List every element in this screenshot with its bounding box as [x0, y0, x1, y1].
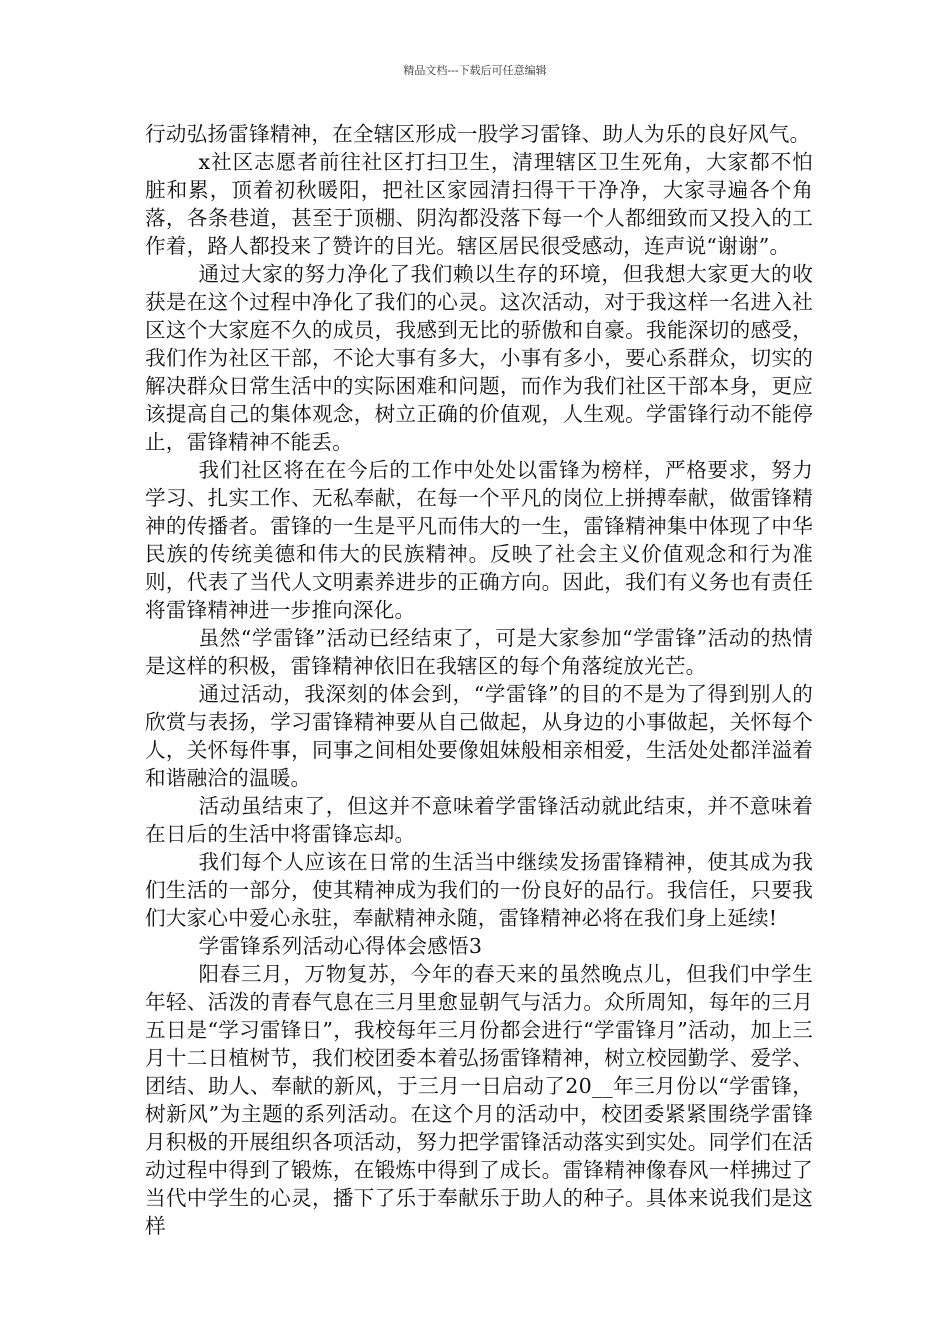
paragraph: 活动虽结束了，但这并不意味着学雷锋活动就此结束，并不意味着在日后的生活中将雷锋忘却。 [145, 794, 813, 846]
paragraph: 我们社区将在在今后的工作中处处以雷锋为榜样，严格要求，努力学习、扎实工作、无私奉献，在每一个平凡的岗位上拼搏奉献，做雷锋精神的传播者。雷锋的一生是平凡而伟大的一生，雷锋精神集中体现了中华民族的传统美德和伟大的民族精神。反映了社会主义价值观念和行为准则，代表了当代人文明素养进步的正确方向。因此，我们有义务也有责任将雷锋精神进一步推向深化。 [145, 458, 813, 622]
paragraph: 我们每个人应该在日常的生活当中继续发扬雷锋精神，使其成为我们生活的一部分，使其精神成为我们的一份良好的品行。我信任，只要我们大家心中爱心永驻，奉献精神永随，雷锋精神必将在我们身上延续! [145, 850, 813, 930]
paragraph: x社区志愿者前往社区打扫卫生，清理辖区卫生死角，大家都不怕脏和累，顶着初秋暖阳，把社区家园清扫得干干净净，大家寻遍各个角落，各条巷道，甚至于顶棚、阴沟都没落下每一个人都细致而又投入的工作着，路人都投来了赞许的目光。辖区居民很受感动，连声说“谢谢”。 [145, 150, 813, 258]
section-heading: 学雷锋系列活动心得体会感悟3 [198, 934, 483, 958]
paragraph: 虽然“学雷锋”活动已经结束了，可是大家参加“学雷锋”活动的热情是这样的积极，雷锋精神依旧在我辖区的每个角落绽放光芒。 [145, 626, 813, 678]
document-body [145, 120, 813, 1240]
paragraph: 阳春三月，万物复苏，今年的春天来的虽然晚点儿，但我们中学生年轻、活泼的青春气息在三月里愈显朝气与活力。众所周知，每年的三月五日是“学习雷锋日”，我校每年三月份都会进行“学雷锋月”活动，加上三月十二日植树节，我们校团委本着弘扬雷锋精神，树立校园勤学、爱学、团结、助人、奉献的新风，于三月一日启动了20__年三月份以“学雷锋，树新风”为主题的系列活动。在这个月的活动中，校团委紧紧围绕学雷锋月积极的开展组织各项活动，努力把学雷锋活动落实到实处。同学们在活动过程中得到了锻炼，在锻炼中得到了成长。雷锋精神像春风一样拂过了当代中学生的心灵，播下了乐于奉献乐于助人的种子。具体来说我们是这样 [145, 962, 813, 1238]
page-header: 精品文档---下载后可任意编辑 [403, 64, 547, 77]
paragraph: 行动弘扬雷锋精神，在全辖区形成一股学习雷锋、助人为乐的良好风气。 [145, 122, 811, 146]
paragraph: 通过大家的努力净化了我们赖以生存的环境，但我想大家更大的收获是在这个过程中净化了我们的心灵。这次活动，对于我这样一名进入社区这个大家庭不久的成员，我感到无比的骄傲和自豪。我能深切的感受，我们作为社区干部，不论大事有多大，小事有多小，要心系群众，切实的解决群众日常生活中的实际困难和问题，而作为我们社区干部本身，更应该提高自己的集体观念，树立正确的价值观，人生观。学雷锋行动不能停止，雷锋精神不能丢。 [145, 262, 813, 454]
paragraph: 通过活动，我深刻的体会到，“学雷锋”的目的不是为了得到别人的欣赏与表扬，学习雷锋精神要从自己做起，从身边的小事做起，关怀每个人，关怀每件事，同事之间相处要像姐妹般相亲相爱，生活处处都洋溢着和谐融洽的温暖。 [145, 682, 813, 790]
